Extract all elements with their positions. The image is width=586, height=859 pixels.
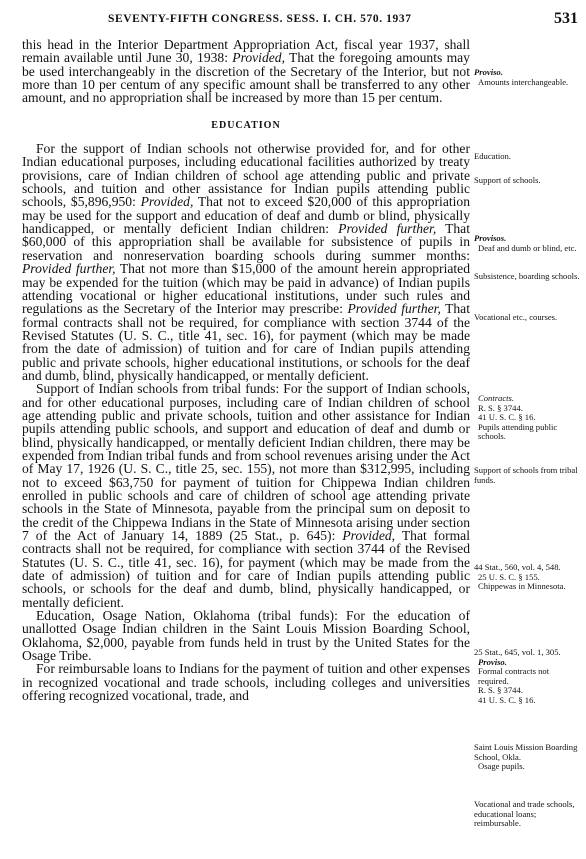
italic-run: Provided, bbox=[232, 50, 285, 66]
text-run: this head in the Interior Department Appropriation Act, fiscal year 1937, shall remain available until June 30, 1938: bbox=[22, 37, 470, 66]
note-line: Provisos. bbox=[474, 233, 507, 243]
margin-note-statutes bbox=[474, 563, 580, 592]
margin-note-education: Education. bbox=[474, 151, 511, 161]
italic-run: Provided, bbox=[140, 194, 194, 210]
note-line: Deaf and dumb or blind, etc. bbox=[478, 242, 577, 253]
running-head: SEVENTY-FIFTH CONGRESS. SESS. I. CH. 570. 1937 bbox=[108, 13, 412, 25]
margin-note-vocational: Vocational etc., courses. bbox=[474, 312, 558, 322]
text-run: That $60,000 of this appropriation shall be available for subsistence of pupils in reservation and nonreservation boarding schools during summer months: bbox=[22, 221, 470, 263]
paragraph-osage-nation: Education, Osage Nation, Oklahoma (tribal funds): For the education of unallotted Osage Indian children in the Saint Louis Mission Boarding School, Oklahoma, $2,000, payable from funds held in trust by the United States for the Osage Tribe. bbox=[22, 608, 470, 664]
note-line: Formal contracts not required. bbox=[478, 666, 550, 686]
paragraph-tribal-funds bbox=[22, 382, 470, 609]
margin-note-tribal-funds: Support of schools from tribal funds. bbox=[474, 465, 578, 485]
note-line: 41 U. S. C. § 16. bbox=[478, 694, 536, 705]
note-line: Saint Louis Mission Boarding School, Okla. bbox=[474, 742, 578, 762]
paragraph-continued bbox=[22, 38, 470, 105]
note-line: 41 U. S. C. § 16. bbox=[478, 412, 536, 423]
margin-note-provisos bbox=[474, 234, 580, 253]
note-line: Amounts interchangeable. bbox=[478, 76, 569, 87]
note-line: R. S. § 3744. bbox=[478, 402, 523, 413]
margin-note-vocational-loans: Vocational and trade schools, educational loans; reimbursable. bbox=[474, 799, 575, 829]
note-line: Pupils attending public schools. bbox=[478, 421, 558, 442]
paragraph-support-of-schools bbox=[22, 142, 470, 382]
note-line: Contracts. bbox=[478, 393, 515, 403]
note-line: R. S. § 3744. bbox=[478, 685, 523, 696]
note-line: 44 Stat., 560, vol. 4, 548. bbox=[474, 562, 561, 572]
italic-run: Provided, bbox=[342, 528, 396, 544]
margin-note-stat-645 bbox=[474, 648, 580, 706]
text-run: That formal contracts shall not be required, for compliance with section 3744 of the Revised Statutes (U. S. C., title 41, sec. 16), for payment (which may be made from the date of admission) of tuition and for care of Indian pupils attending public schools, or schools for the deaf and dumb, blind, physically handicapped, or mentally deficient. bbox=[22, 528, 470, 610]
margin-note-saint-louis bbox=[474, 743, 580, 772]
margin-note-subsistence: Subsistence, boarding schools. bbox=[474, 271, 580, 281]
paragraph-reimbursable-loans: For reimbursable loans to Indians for the payment of tuition and other expenses in recognized vocational and trade schools, including colleges and universities offering recognized vocational, trade, and bbox=[22, 661, 470, 704]
main-text-column bbox=[22, 38, 470, 703]
section-heading: EDUCATION bbox=[211, 119, 281, 131]
text-run: That not to exceed $20,000 of this appropriation may be used for the support and education of deaf and dumb or blind, physically handicapped, or mentally deficient Indian children: bbox=[22, 194, 470, 237]
text-run: Support of Indian schools from tribal funds: For the support of Indian schools, and for other educational purposes, including care of Indian children of school age attending public and private schools, tuition and other assistance for Indian pupils attending public schools, and support and education of deaf and dumb or blind, physically handicapped, or mentally deficient Indian children, there may be expended from Indian tribal funds and from school revenues arising under the Act of May 17, 1926 (U. S. C., title 25, sec. 155), not more than $312,995, including not to exceed $63,750 for payment of tuition for Chippewa Indian children enrolled in public schools and care of children of school age attending private schools in the State of Minnesota, payable from the principal sum on deposit to the credit of the Chippewa Indians in the State of Minnesota arising under section 7 of the Act of January 14, 1889 (25 Stat., p. 645): bbox=[22, 381, 470, 544]
note-line: Osage pupils. bbox=[478, 761, 525, 772]
note-line: 25 Stat., 645, vol. 1, 305. bbox=[474, 647, 561, 657]
running-header bbox=[0, 10, 586, 32]
text-run: That formal contracts shall not be required, for compliance with section 3744 of the Revised Statutes (U. S. C., title 41, sec. 16), for payment (which may be made from the date of admission) of tuition and for care of Indian pupils attending public and private schools, higher educational institutions, or schools for the deaf and dumb, blind, physically handicapped, or mentally deficient. bbox=[22, 301, 470, 383]
note-line: Chippewas in Minnesota. bbox=[478, 581, 566, 592]
italic-run: Provided further, bbox=[347, 301, 441, 317]
note-line: Proviso. bbox=[474, 67, 503, 77]
page-number: 531 bbox=[554, 10, 578, 27]
margin-note-proviso bbox=[474, 68, 580, 87]
margin-note-contracts bbox=[474, 394, 580, 442]
note-line: Proviso. bbox=[478, 656, 507, 667]
text-run: For the support of Indian schools not otherwise provided for, and for other Indian educational purposes, including educational facilities authorized by treaty provisions, care of Indian children of school age attending public and private schools, and tuition and other assistance for Indian pupils attending public schools, $5,896,950: bbox=[22, 141, 470, 210]
note-line: 25 U. S. C. § 155. bbox=[478, 571, 540, 582]
text-run: That not more than $15,000 of the amount herein appropriated may be expended for the tuition (which may be paid in advance) of Indian pupils attending vocational or higher educational institutions, under such rules and regulations as the Secretary of the Interior may prescribe: bbox=[22, 261, 470, 317]
text-run: That the foregoing amounts may be used interchangeably in the discretion of the Secretary of the Interior, but not more than 10 per centum of any specific amount shall be transferred to any other amount, and no appropriation shall be increased by more than 15 per centum. bbox=[22, 50, 470, 106]
italic-run: Provided further, bbox=[338, 221, 437, 237]
margin-note-support: Support of schools. bbox=[474, 175, 541, 185]
italic-run: Provided further, bbox=[22, 261, 116, 277]
